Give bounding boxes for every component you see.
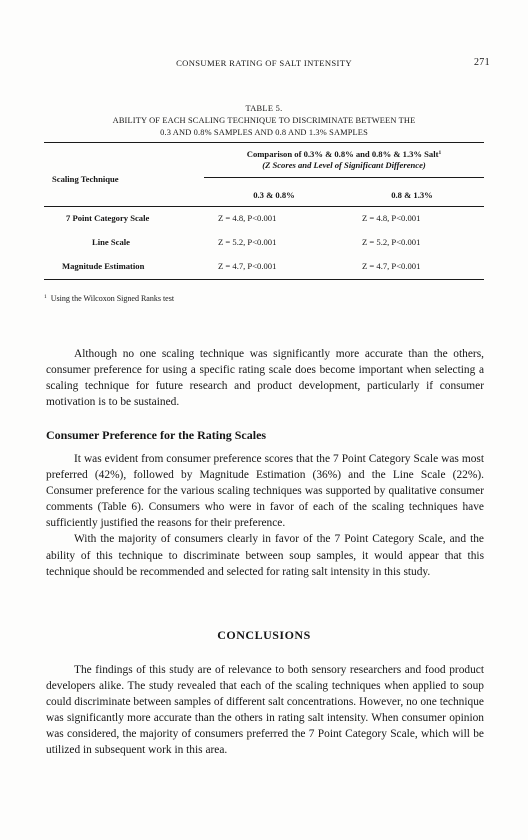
table-group-subheader: (Z Scores and Level of Significant Difference) — [262, 160, 426, 170]
table-footnote: $^1$ Using the Wilcoxon Signed Ranks test — [44, 294, 175, 303]
table-cell-value: Z = 4.8, P<0.001 — [218, 213, 277, 223]
paragraph-3: With the majority of consumers clearly in favor of the 7 Point Category Scale, and the ability of this technique to discriminate between soup samples, it would appear that this technique should be recommended and selected for rating salt intensity in this study. — [46, 533, 484, 578]
section-heading-preference: Consumer Preference for the Rating Scales — [46, 428, 267, 442]
section-heading-conclusions: CONCLUSIONS — [217, 628, 311, 642]
table-cell-value: Z = 4.7, P<0.001 — [362, 261, 421, 271]
table-cell-technique: Line Scale — [92, 237, 130, 247]
table-cell-value: Z = 4.8, P<0.001 — [362, 213, 421, 223]
table-cell-value: Z = 5.2, P<0.001 — [218, 237, 277, 247]
table-cell-value: Z = 4.7, P<0.001 — [218, 261, 277, 271]
table-cell-value: Z = 5.2, P<0.001 — [362, 237, 421, 247]
table-group-header-footnote-mark: 1 — [438, 150, 442, 156]
table-cell-technique: Magnitude Estimation — [62, 261, 145, 271]
table-caption-line: ABILITY OF EACH SCALING TECHNIQUE TO DISCRIMINATE BETWEEN THE — [112, 116, 416, 125]
table-top-rule — [44, 142, 484, 143]
paragraph-2: It was evident from consumer preference scores that the 7 Point Category Scale was most preferred (42%), followed by Magnitude Estimation (36%) and the Line Scale (22%). Consumer preference for the various scaling techniques was supported by qualitative consumer comments (Table 6). Consumers who were in favor of each of the scaling techniques have sufficiently justified the reasons for their preference. — [46, 453, 484, 530]
footnote-mark: 1 — [44, 294, 47, 300]
table-col-header: 0.8 & 1.3% — [391, 190, 433, 200]
table-caption — [44, 103, 484, 139]
paragraph-1: Although no one scaling technique was significantly more accurate than the others, consumer preference for using a specific rating scale does become important when selecting a scaling technique for future research and product development, particularly if consumer motivation is to be sustained. — [46, 348, 484, 409]
table-group-header: Comparison of 0.3% & 0.8% and 0.8% & 1.3% Salt$^1$ — [246, 149, 442, 159]
table-row-header: Scaling Technique — [52, 174, 119, 184]
table-caption-line: 0.3 AND 0.8% SAMPLES AND 0.8 AND 1.3% SAMPLES — [160, 128, 368, 137]
table-number: TABLE 5. — [245, 104, 283, 113]
paragraph-2-3 — [46, 451, 484, 580]
table-col-header: 0.3 & 0.8% — [253, 190, 295, 200]
running-head-title: CONSUMER RATING OF SALT INTENSITY — [176, 58, 352, 68]
table-cell-technique: 7 Point Category Scale — [66, 213, 150, 223]
table-group-rule — [204, 177, 484, 178]
table-bottom-rule — [44, 279, 484, 280]
paragraph-4: The findings of this study are of relevance to both sensory researchers and food product developers alike. The study revealed that each of the scaling techniques when applied to soup could discriminate between samples of different salt concentrations. However, no one technique was significantly more accurate than the others in rating salt intensity. When consumer opinion was considered, the majority of consumers preferred the 7 Point Category Scale, which will be utilized in subsequent work in this area. — [46, 664, 484, 757]
table-header-rule — [44, 206, 484, 207]
page-number: 271 — [473, 57, 490, 68]
